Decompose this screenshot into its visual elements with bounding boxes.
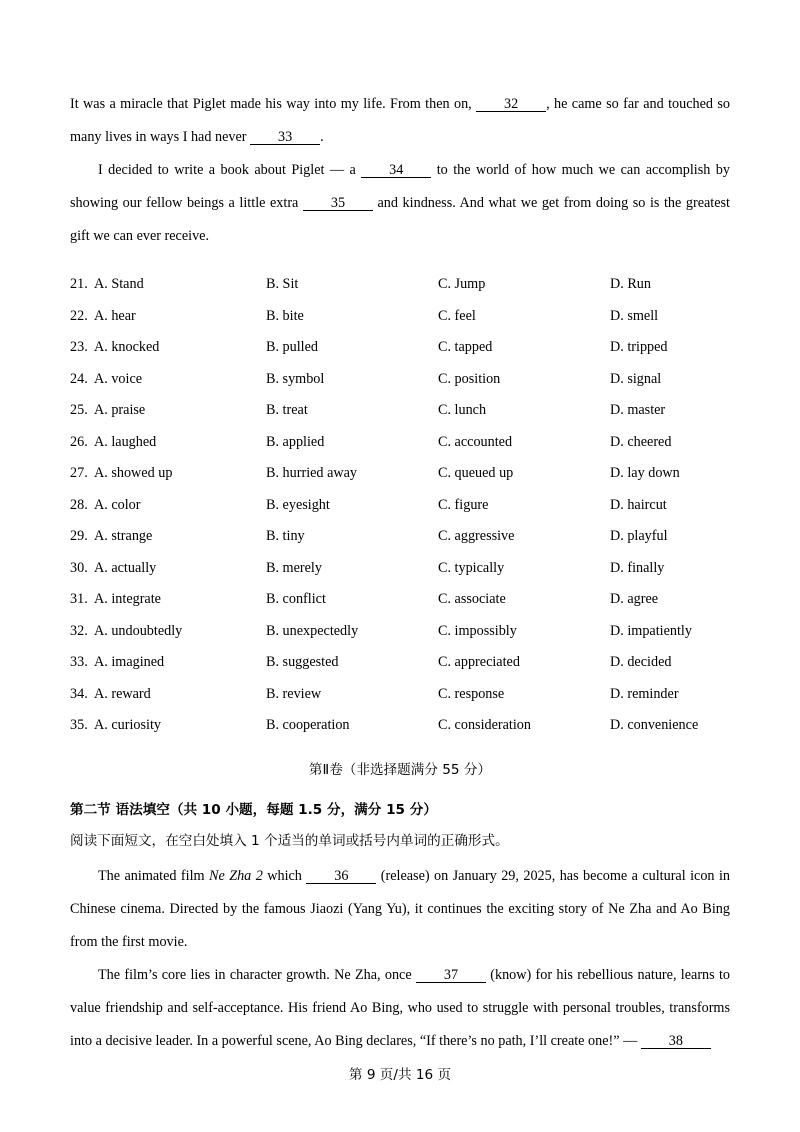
question-number: 30.: [70, 559, 88, 576]
option-b[interactable]: B. applied: [266, 433, 325, 450]
option-d[interactable]: D. signal: [610, 370, 662, 387]
option-c[interactable]: C. position: [438, 370, 501, 387]
section-title: 第二节 语法填空（共 10 小题，每题 1.5 分，满分 15 分）: [70, 801, 437, 818]
passage-text: The film’s core lies in character growth. Ne Zha, once: [98, 966, 416, 983]
option-b[interactable]: B. hurried away: [266, 465, 358, 481]
option-d[interactable]: D. cheered: [610, 433, 672, 450]
film-title: Ne Zha 2: [209, 867, 263, 884]
question-row: [70, 490, 730, 522]
option-d[interactable]: D. reminder: [610, 685, 679, 702]
question-row: [70, 647, 730, 679]
passage-paragraph: [70, 88, 730, 154]
option-a[interactable]: A. curiosity: [94, 717, 161, 733]
question-number: 33.: [70, 654, 88, 670]
option-a[interactable]: A. laughed: [94, 433, 157, 450]
option-c[interactable]: C. accounted: [438, 433, 513, 450]
option-d[interactable]: D. tripped: [610, 339, 668, 355]
passage-paragraph: [70, 154, 730, 253]
option-b[interactable]: B. Sit: [266, 276, 299, 292]
passage-text: (release) on January 29, 2025, has become a cultural icon in Chinese cinema. Directed by the famous Jiaozi (Yang Yu), it continues the exciting story of Ne Zha and Ao Bing from the first movie.: [70, 867, 730, 950]
question-row: [70, 269, 730, 301]
question-number: 21.: [70, 276, 88, 292]
option-b[interactable]: B. symbol: [266, 370, 325, 387]
grammar-paragraph: [70, 959, 730, 1058]
option-d[interactable]: D. impatiently: [610, 622, 692, 639]
fill-in-blank[interactable]: 37: [416, 968, 486, 983]
fill-in-blank[interactable]: 38: [641, 1034, 711, 1049]
passage-text: to the world of how much we can accomplish by showing our fellow beings a little extra: [70, 162, 730, 211]
passage-text: It was a miracle that Piglet made his way into my life. From then on,: [70, 96, 477, 112]
option-a[interactable]: A. integrate: [94, 591, 161, 607]
option-a[interactable]: A. showed up: [94, 465, 173, 481]
option-d[interactable]: D. decided: [610, 654, 672, 670]
section-instruction: 阅读下面短文，在空白处填入 1 个适当的单词或括号内单词的正确形式。: [70, 832, 509, 849]
option-c[interactable]: C. impossibly: [438, 622, 517, 639]
question-number: 31.: [70, 591, 88, 607]
question-row: [70, 553, 730, 585]
option-c[interactable]: C. feel: [438, 307, 476, 324]
option-b[interactable]: B. treat: [266, 402, 308, 418]
question-row: [70, 458, 730, 490]
option-a[interactable]: A. hear: [94, 307, 136, 324]
option-a[interactable]: A. Stand: [94, 276, 144, 292]
passage-text: which: [262, 867, 307, 884]
passage-text: I decided to write a book about Piglet — a: [98, 162, 362, 178]
fill-in-blank[interactable]: 36: [306, 869, 376, 884]
option-a[interactable]: A. imagined: [94, 654, 165, 670]
option-a[interactable]: A. actually: [94, 559, 157, 576]
question-row: [70, 710, 730, 742]
question-row: [70, 332, 730, 364]
option-c[interactable]: C. response: [438, 685, 505, 702]
option-c[interactable]: C. typically: [438, 559, 505, 576]
option-c[interactable]: C. aggressive: [438, 528, 515, 544]
paper-part-heading: 第Ⅱ卷（非选择题满分 55 分）: [308, 761, 492, 778]
question-number: 26.: [70, 433, 88, 450]
option-d[interactable]: D. haircut: [610, 496, 667, 513]
question-number: 23.: [70, 339, 88, 355]
option-d[interactable]: D. Run: [610, 276, 651, 292]
question-number: 24.: [70, 370, 88, 387]
option-d[interactable]: D. master: [610, 402, 666, 418]
option-d[interactable]: D. finally: [610, 559, 665, 576]
question-number: 35.: [70, 717, 88, 733]
question-row: [70, 395, 730, 427]
question-row: [70, 364, 730, 396]
fill-in-blank[interactable]: 35: [303, 196, 373, 211]
option-b[interactable]: B. bite: [266, 307, 304, 324]
cloze-passage-block: [70, 88, 730, 253]
option-c[interactable]: C. figure: [438, 496, 489, 513]
option-a[interactable]: A. undoubtedly: [94, 622, 183, 639]
passage-text: .: [320, 129, 324, 145]
question-number: 34.: [70, 685, 88, 702]
option-a[interactable]: A. knocked: [94, 339, 160, 355]
option-b[interactable]: B. conflict: [266, 591, 326, 607]
passage-text: The animated film: [98, 867, 209, 884]
option-d[interactable]: D. playful: [610, 528, 668, 544]
question-number: 28.: [70, 496, 88, 513]
option-b[interactable]: B. tiny: [266, 528, 305, 544]
grammar-passage-block: [70, 860, 730, 1058]
option-d[interactable]: D. lay down: [610, 465, 680, 481]
option-b[interactable]: B. unexpectedly: [266, 622, 359, 639]
option-d[interactable]: D. convenience: [610, 717, 699, 733]
option-b[interactable]: B. suggested: [266, 654, 339, 670]
question-row: [70, 301, 730, 333]
option-a[interactable]: A. color: [94, 496, 141, 513]
question-row: [70, 521, 730, 553]
option-b[interactable]: B. cooperation: [266, 717, 350, 733]
fill-in-blank[interactable]: 33: [250, 130, 320, 145]
option-b[interactable]: B. eyesight: [266, 496, 330, 513]
question-number: 32.: [70, 622, 88, 639]
question-row: [70, 616, 730, 648]
option-c[interactable]: C. consideration: [438, 717, 531, 733]
option-a[interactable]: A. voice: [94, 370, 143, 387]
option-c[interactable]: C. appreciated: [438, 654, 520, 670]
question-row: [70, 584, 730, 616]
option-c[interactable]: C. lunch: [438, 402, 487, 418]
option-c[interactable]: C. associate: [438, 591, 506, 607]
passage-text: and kindness. And what we get from doing so is the greatest gift we can ever receive.: [70, 195, 730, 244]
passage-text: , he came so far and touched so many lives in ways I had never: [70, 96, 730, 145]
fill-in-blank[interactable]: 32: [476, 97, 546, 112]
page-footer: 第 9 页/共 16 页: [348, 1067, 452, 1083]
option-c[interactable]: C. queued up: [438, 465, 514, 481]
question-number: 22.: [70, 307, 88, 324]
passage-text: (know) for his rebellious nature, learns to value friendship and self-acceptance. His friend Ao Bing, who used to struggle with personal troubles, transforms into a decisive leader. In a powerful scene, Ao Bing declares, “If there’s no path, I’ll create one!” —: [70, 966, 731, 1049]
question-number: 29.: [70, 528, 88, 544]
option-b[interactable]: B. review: [266, 685, 322, 702]
option-b[interactable]: B. pulled: [266, 339, 319, 355]
option-b[interactable]: B. merely: [266, 559, 322, 576]
question-number: 25.: [70, 402, 88, 418]
option-d[interactable]: D. agree: [610, 591, 659, 607]
question-row: [70, 679, 730, 711]
option-c[interactable]: C. Jump: [438, 276, 486, 292]
grammar-paragraph: [70, 860, 730, 959]
multiple-choice-list: [70, 269, 730, 742]
question-number: 27.: [70, 465, 88, 481]
option-c[interactable]: C. tapped: [438, 339, 493, 355]
option-a[interactable]: A. reward: [94, 685, 151, 702]
option-a[interactable]: A. praise: [94, 402, 146, 418]
question-row: [70, 427, 730, 459]
option-a[interactable]: A. strange: [94, 528, 153, 544]
option-d[interactable]: D. smell: [610, 307, 659, 324]
fill-in-blank[interactable]: 34: [361, 163, 431, 178]
